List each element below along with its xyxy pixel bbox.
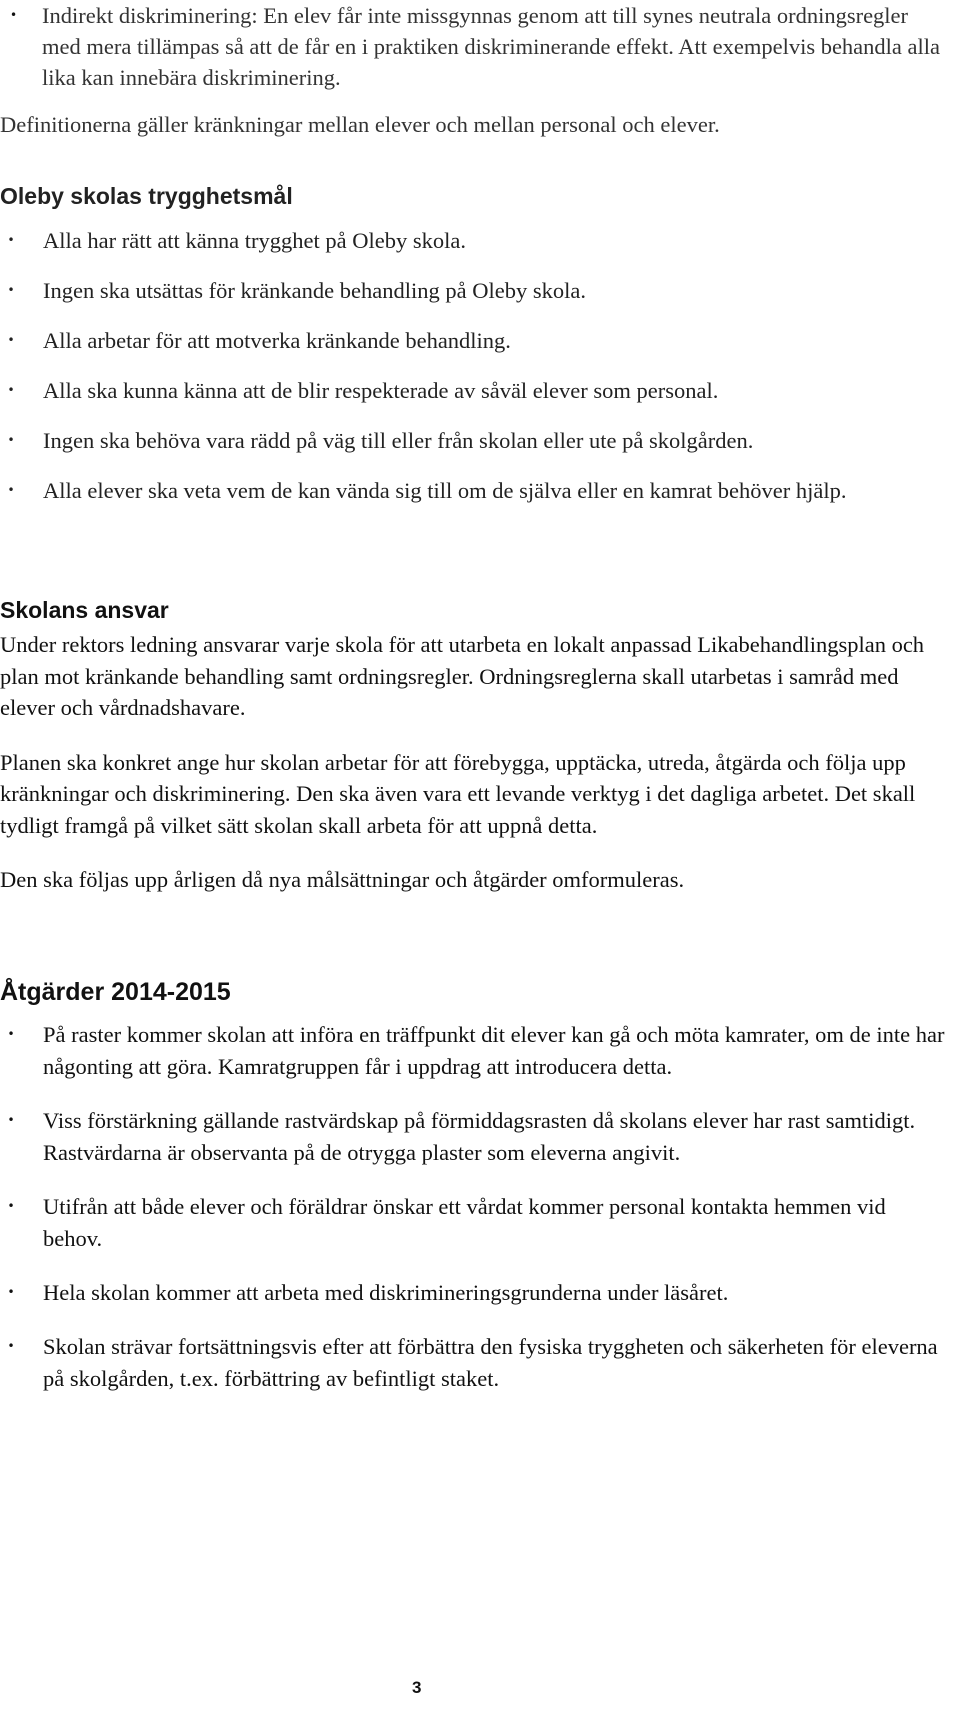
- responsibility-heading: Skolans ansvar: [0, 597, 169, 623]
- definitions-text: Definitionerna gäller kränkningar mellan elever och mellan personal och elever.: [0, 112, 720, 137]
- goal-text: Alla har rätt att känna trygghet på Oleby skola.: [43, 228, 466, 253]
- action-item: [0, 1105, 950, 1169]
- goals-heading: Oleby skolas trygghetsmål: [0, 183, 293, 209]
- bullet-icon: •: [7, 233, 15, 247]
- bullet-icon: •: [10, 8, 18, 22]
- action-text: Skolan strävar fortsättningsvis efter att förbättra den fysiska tryggheten och säkerheten för eleverna på skolgården, t.ex. förbättring av befintligt staket.: [43, 1334, 938, 1391]
- goals-list: [0, 225, 945, 525]
- goal-text: Ingen ska utsättas för kränkande behandling på Oleby skola.: [43, 278, 586, 303]
- action-item: [0, 1191, 950, 1255]
- action-item: [0, 1277, 950, 1309]
- bullet-icon: •: [7, 1285, 15, 1299]
- action-item: [0, 1019, 950, 1083]
- bullet-icon: •: [7, 1339, 15, 1353]
- bullet-icon: •: [7, 283, 15, 297]
- goal-text: Alla elever ska veta vem de kan vända sig till om de själva eller en kamrat behöver hjälp.: [43, 478, 847, 503]
- bullet-icon: •: [7, 483, 15, 497]
- action-text: Hela skolan kommer att arbeta med diskrimineringsgrunderna under läsåret.: [43, 1280, 729, 1305]
- bullet-icon: •: [7, 1199, 15, 1213]
- goal-item: [0, 275, 945, 306]
- actions-heading: Åtgärder 2014-2015: [0, 978, 231, 1006]
- indirect-discrimination-item: [0, 0, 945, 93]
- responsibility-section: [0, 629, 945, 919]
- action-text: Viss förstärkning gällande rastvärdskap på förmiddagsrasten då skolans elever har rast samtidigt. Rastvärdarna är observanta på de otrygga plaster som eleverna angivit.: [43, 1108, 916, 1165]
- page-number: 3: [412, 1678, 422, 1697]
- bullet-icon: •: [7, 433, 15, 447]
- bullet-icon: •: [7, 383, 15, 397]
- bullet-icon: •: [7, 1027, 15, 1041]
- goal-item: [0, 375, 945, 406]
- intro-section: [0, 0, 945, 140]
- action-text: Utifrån att både elever och föräldrar önskar ett vårdat kommer personal kontakta hemmen vid behov.: [43, 1194, 886, 1251]
- actions-list: [0, 1019, 950, 1417]
- goal-text: Alla arbetar för att motverka kränkande behandling.: [43, 328, 511, 353]
- bullet-icon: •: [7, 333, 15, 347]
- indirect-discrimination-text: Indirekt diskriminering: En elev får inte missgynnas genom att till synes neutrala ordningsregler med mera tillämpas så att de får en i praktiken diskriminerande effekt. Att exempelvis behandla alla lika kan innebära diskriminering.: [42, 3, 941, 90]
- goal-text: Alla ska kunna känna att de blir respekterade av såväl elever som personal.: [43, 378, 719, 403]
- goal-item: [0, 425, 945, 456]
- responsibility-paragraph: Planen ska konkret ange hur skolan arbetar för att förebygga, upptäcka, utreda, åtgärda och följa upp kränkningar och diskriminering. Den ska även vara ett levande verktyg i det dagliga arbetet. Det skall tydligt framgå på vilket sätt skolan skall arbeta för att uppnå detta.: [0, 749, 916, 838]
- goal-item: [0, 225, 945, 256]
- action-item: [0, 1331, 950, 1395]
- goal-text: Ingen ska behöva vara rädd på väg till eller från skolan eller ute på skolgården.: [43, 428, 754, 453]
- bullet-icon: •: [7, 1113, 15, 1127]
- goal-item: [0, 325, 945, 356]
- responsibility-paragraph: Den ska följas upp årligen då nya målsättningar och åtgärder omformuleras.: [0, 867, 685, 892]
- responsibility-paragraph: Under rektors ledning ansvarar varje skola för att utarbeta en lokalt anpassad Likabehandlingsplan och plan mot kränkande behandling samt ordningsregler. Ordningsreglerna skall utarbetas i samråd med elever och vårdnadshavare.: [0, 632, 925, 720]
- goal-item: [0, 475, 945, 506]
- action-text: På raster kommer skolan att införa en träffpunkt dit elever kan gå och möta kamrater, om de inte har någonting att göra. Kamratgruppen får i uppdrag att introducera detta.: [43, 1022, 945, 1079]
